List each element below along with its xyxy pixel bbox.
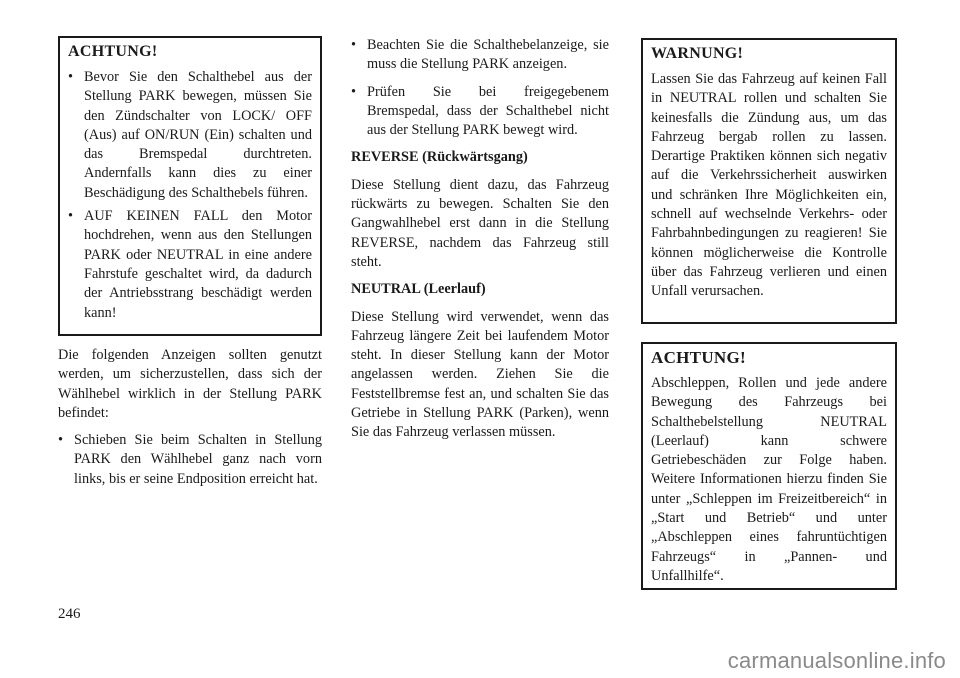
bullet-icon: •: [68, 69, 74, 85]
warning-box: [641, 38, 897, 324]
list-item: [68, 68, 312, 203]
caution-title: ACHTUNG!: [68, 43, 158, 60]
caution-list: [68, 68, 312, 323]
list-item: [68, 207, 312, 323]
right-column: [641, 38, 897, 590]
reverse-paragraph: Diese Stellung dient dazu, das Fahrzeug rückwärts zu bewegen. Schalten Sie den Gangwahlhebel erst dann in die Stellung REVERSE, nachdem das Fahrzeug still steht.: [351, 176, 609, 270]
page-number: 246: [58, 606, 81, 622]
watermark: carmanualsonline.info: [727, 648, 946, 673]
list-item-text: Schieben Sie beim Schalten in Stellung PARK den Wählhebel ganz nach vorn links, bis er seine Endposition erreicht hat.: [74, 432, 322, 487]
list-item: [351, 36, 609, 75]
caution-box: [641, 342, 897, 590]
list-item: [351, 83, 609, 141]
warning-text: Lassen Sie das Fahrzeug auf keinen Fall in NEUTRAL rollen und schalten Sie keinesfalls die Zündung aus, um das Fahrzeug bergab rollen zu lassen. Derartige Praktiken können sich negativ auf die Verkehrssicherheit auswirken und schränken Ihre Möglichkeiten ein, schnell auf wechselnde Verkehrs- oder Fahrbahnbedingungen zu reagieren! Sie können möglicherweise die Kontrolle über das Fahrzeug verlieren und einen Unfall verursachen.: [651, 71, 887, 300]
caution-title: ACHTUNG!: [651, 348, 746, 367]
caution-box: [58, 36, 322, 336]
bullet-icon: •: [68, 208, 74, 225]
list-item: [58, 431, 322, 489]
warning-title: WARNUNG!: [651, 45, 744, 62]
list-item-text: Prüfen Sie bei freigegebenem Bremspedal, dass der Schalthebel nicht aus der Stellung PARK bewegt wird.: [367, 83, 609, 139]
caution-item-text: AUF KEINEN FALL den Motor hochdrehen, wenn aus den Stellungen PARK oder NEUTRAL in eine andere Fahrstufe geschaltet wird, da dadurch der Antriebsstrang beschädigt werden kann!: [84, 208, 312, 321]
middle-column: [351, 36, 609, 451]
reverse-heading: REVERSE (Rückwärtsgang): [351, 149, 528, 166]
bullet-icon: •: [351, 37, 357, 53]
bullet-icon: •: [58, 432, 64, 449]
neutral-heading: NEUTRAL (Leerlauf): [351, 281, 486, 298]
indicator-list: [58, 431, 322, 489]
indicator-list-continued: [351, 36, 609, 140]
bullet-icon: •: [351, 83, 357, 100]
intro-paragraph: Die folgenden Anzeigen sollten genutzt werden, um sicherzustellen, dass sich der Wählhebel wirklich in der Stellung PARK befindet:: [58, 347, 322, 421]
list-item-text: Beachten Sie die Schalthebelanzeige, sie muss die Stellung PARK anzeigen.: [367, 37, 609, 73]
caution-item-text: Bevor Sie den Schalthebel aus der Stellung PARK bewegen, müssen Sie den Zündschalter von LOCK/ OFF (Aus) auf ON/RUN (Ein) schalten und das Bremspedal durchtreten. Andernfalls kann dies zu einer Beschädigung des Schalthebels führen.: [84, 69, 312, 201]
caution-text: Abschleppen, Rollen und jede andere Bewegung des Fahrzeugs bei Schalthebelstellung NEUTRAL (Leerlauf) kann schwere Getriebeschäden zur Folge haben. Weitere Informationen hierzu finden Sie unter „Schleppen im Freizeitbereich“ in „Start und Betrieb“ und unter „Abschleppen eines fahruntüchtigen Fahrzeugs“ in „Pannen- und Unfallhilfe“.: [651, 375, 887, 584]
neutral-paragraph: Diese Stellung wird verwendet, wenn das Fahrzeug längere Zeit bei laufendem Motor steht. In dieser Stellung kann der Motor angelassen werden. Ziehen Sie die Feststellbremse fest an, und schalten Sie das Getriebe in Stellung PARK (Parken), wenn Sie das Fahrzeug verlassen müssen.: [351, 308, 609, 441]
left-column: [58, 36, 322, 493]
